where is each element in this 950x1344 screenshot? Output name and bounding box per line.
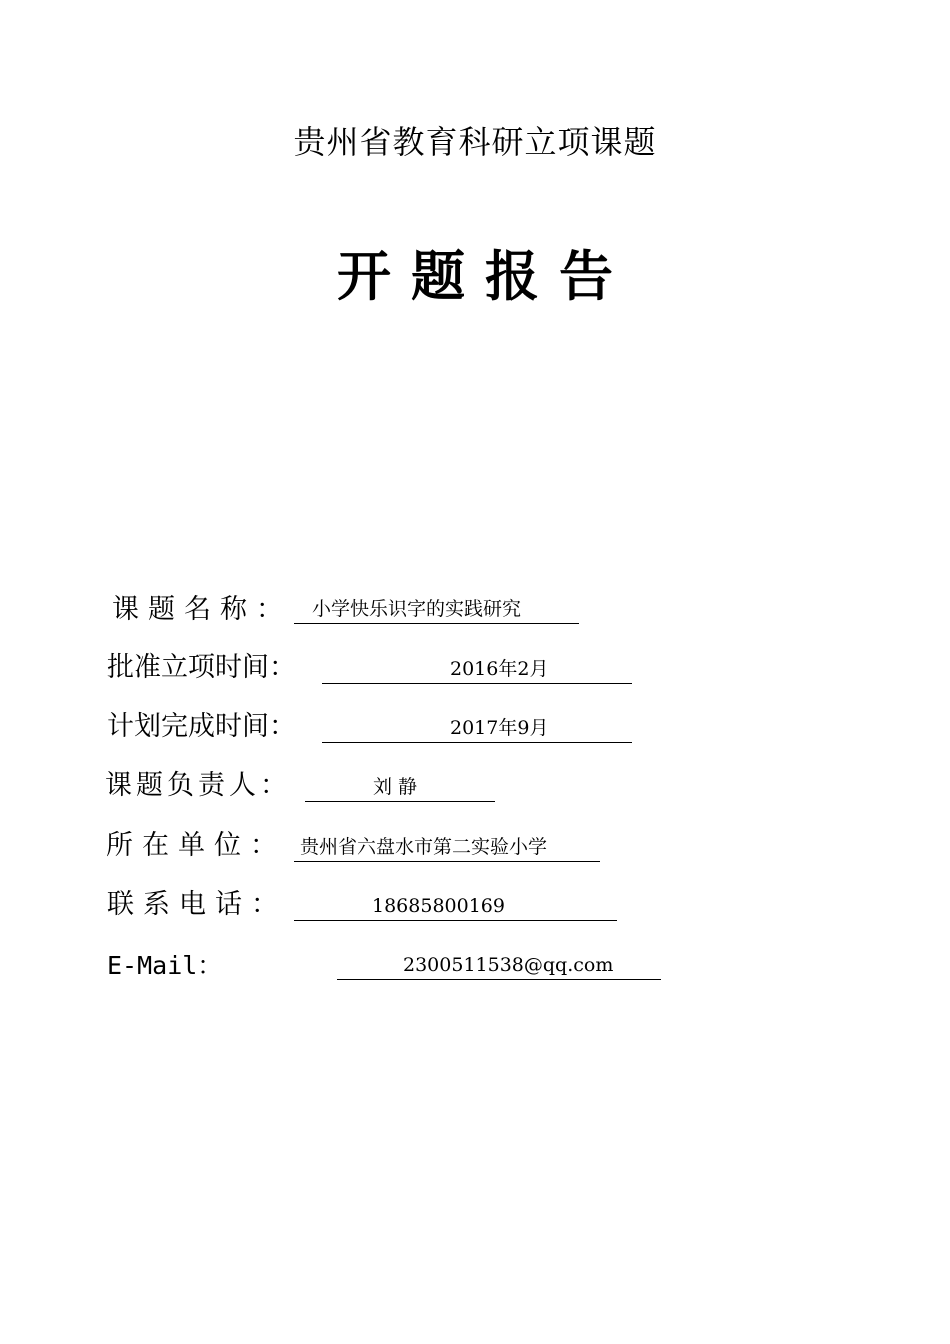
completion-date-value: 2017年9月	[322, 713, 632, 743]
phone-label: 联系电话：	[107, 889, 287, 920]
phone-value: 18685800169	[294, 891, 617, 921]
leader-value: 刘 静	[305, 772, 495, 802]
email-row	[0, 946, 950, 990]
organization-label: 所在单位：	[106, 830, 286, 861]
organization-value: 贵州省六盘水市第二实验小学	[294, 832, 600, 862]
document-title: 开题报告	[337, 245, 633, 308]
phone-row	[0, 887, 950, 931]
project-name-label: 课题名称：	[112, 594, 292, 625]
project-name-value: 小学快乐识字的实践研究	[294, 594, 579, 624]
organization-row	[0, 828, 950, 872]
project-name-row	[0, 590, 950, 634]
email-value: 2300511538@qq.com	[337, 950, 661, 980]
completion-date-row	[0, 709, 950, 753]
document-subtitle: 贵州省教育科研立项课题	[293, 123, 657, 161]
leader-row	[0, 768, 950, 812]
approval-date-value: 2016年2月	[322, 654, 632, 684]
approval-date-row	[0, 650, 950, 694]
approval-date-label: 批准立项时间：	[107, 652, 296, 683]
email-label: E-Mail：	[107, 951, 223, 980]
completion-date-label: 计划完成时间：	[107, 711, 296, 742]
leader-label: 课题负责人：	[105, 770, 291, 801]
